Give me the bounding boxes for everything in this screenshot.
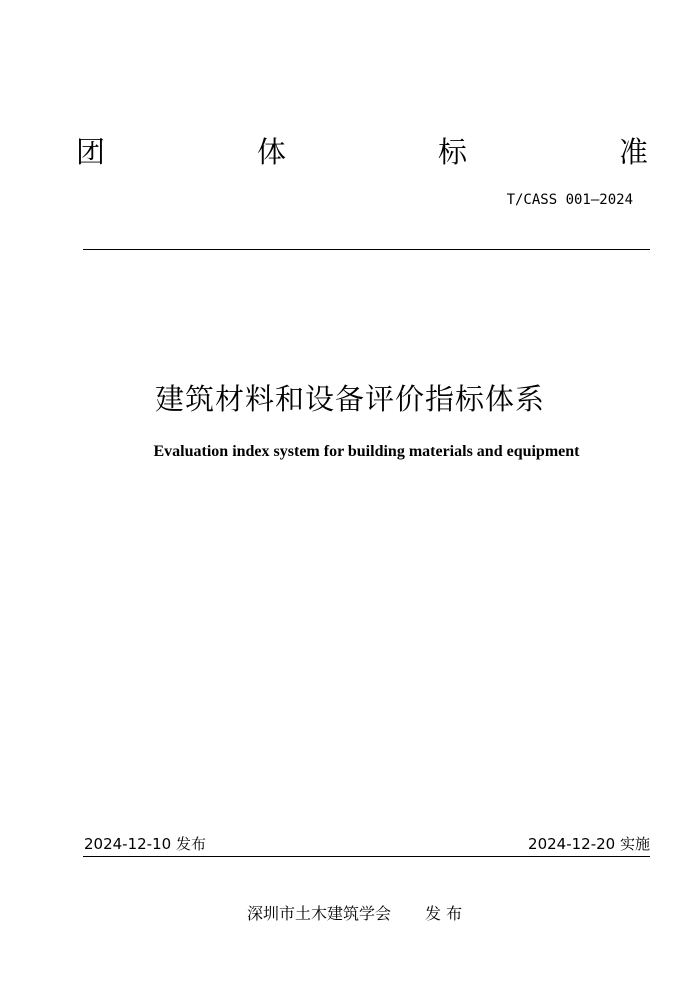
document-title-chinese: 建筑材料和设备评价指标体系	[154, 382, 545, 416]
heading-char-2: 体	[256, 135, 286, 169]
standard-type-heading	[76, 134, 648, 170]
heading-char-3: 标	[437, 135, 467, 169]
document-title-english: Evaluation index system for building materials and equipment	[153, 443, 580, 460]
heading-char-1: 团	[76, 135, 106, 169]
top-divider	[83, 249, 650, 250]
publisher-line	[247, 902, 462, 926]
standard-number: T/CASS 001—2024	[506, 192, 633, 208]
publisher-name: 深圳市土木建筑学会	[247, 904, 392, 923]
publisher-action: 发 布	[425, 904, 463, 923]
release-date: 2024-12-10 发布	[84, 835, 206, 853]
implementation-date: 2024-12-20 实施	[528, 835, 650, 853]
bottom-divider	[83, 856, 650, 857]
heading-char-4: 准	[618, 135, 648, 169]
